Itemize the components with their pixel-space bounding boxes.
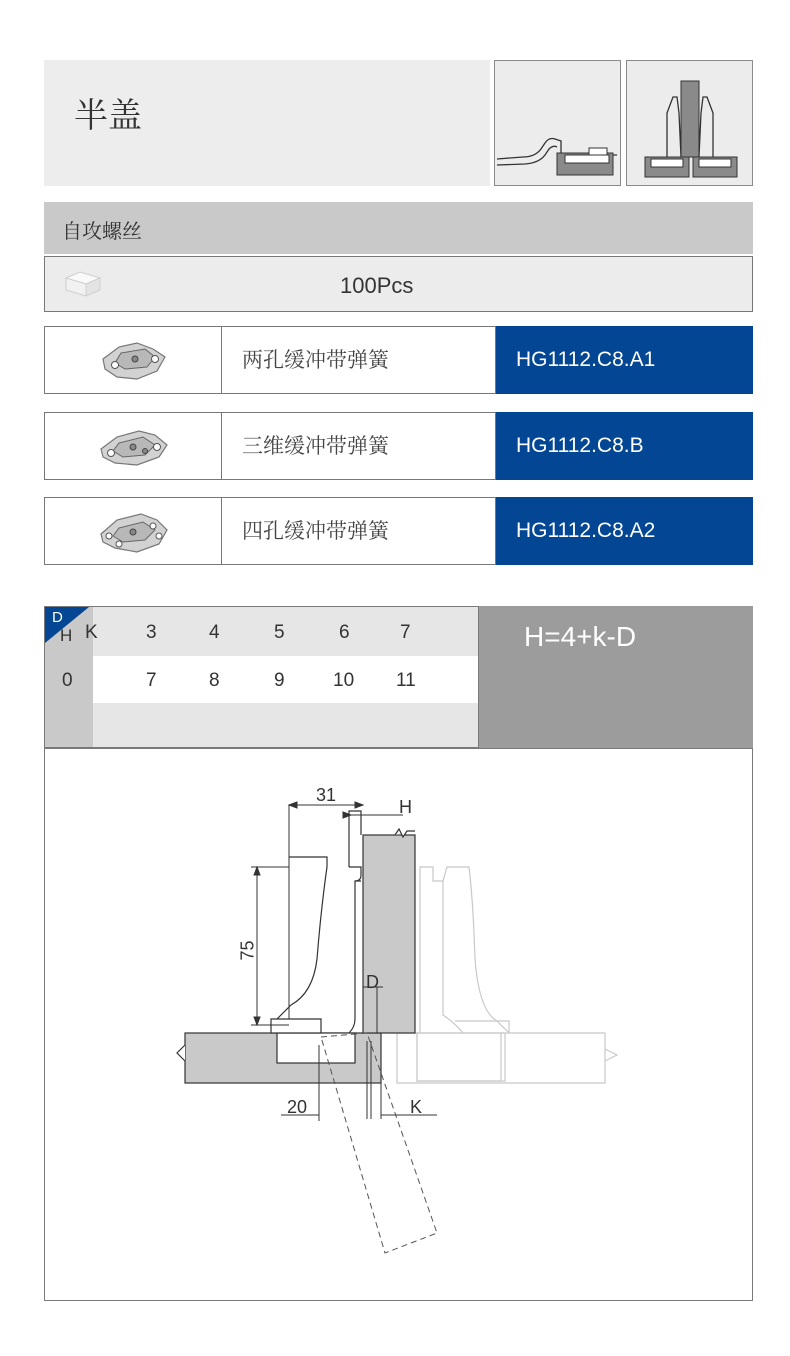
dim-31-label: 31 — [316, 785, 337, 805]
dim-d-label: D — [366, 972, 379, 992]
formula-text: H=4+k-D — [524, 621, 637, 652]
k-value: 5 — [274, 622, 285, 643]
d-value: 0 — [62, 670, 73, 691]
mounting-plate-icon — [44, 412, 222, 480]
corner-h-label: H — [60, 626, 73, 645]
box-icon — [60, 268, 106, 298]
variant-name: 四孔缓冲带弹簧 — [222, 497, 496, 565]
dim-20-label: 20 — [287, 1097, 308, 1117]
screw-type-label: 自攻螺丝 — [62, 219, 142, 243]
technical-drawing-panel — [44, 748, 753, 1301]
h-value: 9 — [274, 670, 285, 691]
overlay-front-view-thumbnail — [626, 60, 753, 186]
h-value: 11 — [396, 670, 416, 691]
corner-d-label: D — [52, 609, 63, 626]
variant-row — [44, 412, 753, 480]
dim-h-label: H — [399, 797, 412, 817]
variant-code: HG1112.C8.A1 — [496, 326, 753, 394]
h-value: 7 — [146, 670, 157, 691]
variant-name: 两孔缓冲带弹簧 — [222, 326, 496, 394]
variant-name: 三维缓冲带弹簧 — [222, 412, 496, 480]
k-label: K — [85, 622, 98, 643]
k-value: 3 — [146, 622, 157, 643]
spec-table-empty-row — [45, 703, 478, 747]
spec-table-k-row — [45, 607, 478, 656]
hinge-section-drawing — [45, 749, 752, 1300]
variant-code: HG1112.C8.A2 — [496, 497, 753, 565]
screw-type-bar — [44, 202, 753, 254]
k-value: 6 — [339, 622, 350, 643]
mounting-plate-icon — [44, 326, 222, 394]
dim-k-label: K — [410, 1097, 423, 1117]
mounting-plate-icon — [44, 497, 222, 565]
page-title: 半盖 — [74, 96, 142, 136]
h-value: 8 — [209, 670, 220, 691]
h-value: 10 — [333, 670, 355, 691]
dim-75-label: 75 — [237, 940, 258, 961]
overlay-side-view-thumbnail — [494, 60, 621, 186]
packaging-quantity: 100Pcs — [340, 273, 414, 298]
variant-row — [44, 326, 753, 394]
k-value: 4 — [209, 622, 220, 643]
variant-row — [44, 497, 753, 565]
k-value: 7 — [400, 622, 411, 643]
variant-code: HG1112.C8.B — [496, 412, 753, 480]
